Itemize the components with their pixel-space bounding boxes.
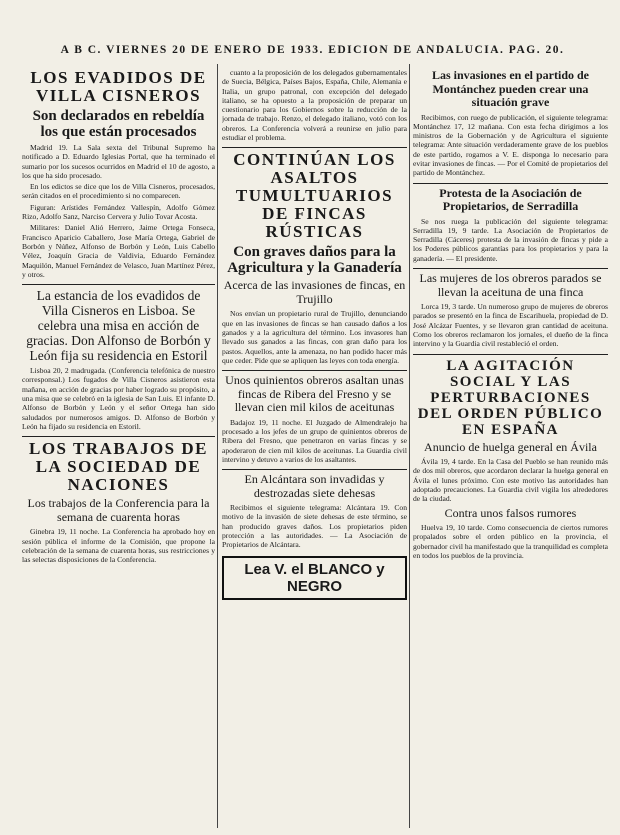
- headline-sociedad-naciones: LOS TRABAJOS DE LA SOCIEDAD DE NACIONES: [28, 439, 208, 495]
- column-rule: [409, 64, 410, 828]
- article-text: Figuran: Arístides Fernández Vallespín, Adolfo Gómez Rizo, Adolfo Sanz, Narciso Cervera y Julio Tovar Acosta.: [22, 202, 215, 222]
- divider: [413, 354, 608, 355]
- subhead-trujillo: Acerca de las invasiones de fincas, en Trujillo: [223, 278, 406, 306]
- article-text: Ávila 19, 4 tarde. En la Casa del Pueblo se han reunido más de dos mil obreros, que acordaron declarar la huelga general en Ávila el lunes próximo. Con este motivo las autoridades han adoptado precauciones. La Guardia civil vigila los alrededores de la ciudad.: [413, 457, 608, 504]
- column-rule: [217, 64, 218, 828]
- divider: [222, 370, 407, 371]
- article-text: Nos envían un propietario rural de Trujillo, denunciando que en las invasiones de fincas se han causado daños a los ganados y a la agricultura del término. Los invasores han llevado sus ganados a las fincas, con gran daño para los pastos. Aquellos, ante la amenaza, no han podido hacer más que ceder. Pide que se apliquen las leyes con toda energía.: [222, 309, 407, 365]
- headline-agitacion-social: LA AGITACIÓN SOCIAL Y LAS PERTURBACIONES DEL ORDEN PÚBLICO EN ESPAÑA: [417, 357, 604, 438]
- subhead-avila: Anuncio de huelga general en Ávila: [424, 439, 597, 454]
- headline-montanchez: Las invasiones en el partido de Montánchez pueden crear una situación grave: [431, 68, 590, 109]
- headline-ribera-fresno: Unos quinientos obreros asaltan unas fincas de Ribera del Fresno y se llevan cien mil kilos de aceitunas: [225, 373, 404, 415]
- headline-asaltos: CONTINÚAN LOS ASALTOS TUMULTUARIOS DE FINCAS RÚSTICAS: [233, 150, 396, 242]
- subhead-rebeldia: Son declarados en rebeldía los que están procesados: [32, 108, 205, 140]
- divider: [22, 436, 215, 437]
- divider: [222, 469, 407, 470]
- article-text: Recibimos, con ruego de publicación, el siguiente telegrama: Montánchez 17, 12 mañana. Con esta fecha dirigimos a los ministros de la Gobernación y de Agricultura el siguiente telegrama: Ante situación verdaderamente grave de los pueblos de este partido, rogamos a V. E. disponga lo necesario para evitar invasiones de fincas. — Por el Comité de propietarios del partido de Montánchez.: [413, 112, 608, 178]
- article-text: cuanto a la proposición de los delegados gubernamentales de Suecia, Bélgica, Países Bajos, España, Chile, Alemania e Italia, un grupo patronal, con excepción del delegado italiano, se ha opuesto a la proposición de preparar un cuestionario para los Gobiernos sobre la reducción de la jornada de trabajo. Renzo, el delegado italiano, votó con los obreros. La Conferencia volverá a reunirse en julio para estudiar el problema.: [222, 68, 407, 143]
- advertisement-blanco-negro: Lea V. el BLANCO y NEGRO: [222, 556, 407, 600]
- article-text: Se nos ruega la publicación del siguiente telegrama: Serradilla 19, 9 tarde. La Asociación de Propietarios de Serradilla (Cáceres) protesta de la invasión de fincas y pide a los Poderes públicos garantías para los propietarios y para la ganadería. — El presidente.: [413, 216, 608, 263]
- article-text: Militares: Daniel Alió Herrero, Jaime Ortega Fonseca, Francisco Aparicio Caballero, Jose María Ortega, Gabriel de Borbón y Núñez, Alfonso de Borbón y León, Luis Cabello Vélez, Joaquín Gracia de Valdivia, Eduardo Fernández Maquilón, Manuel Fernández de Velasco, Juan Martínez Pérez, y otros.: [22, 223, 215, 279]
- article-text: Recibimos el siguiente telegrama: Alcántara 19. Con motivo de la invasión de siete dehesas de este término, se han producido graves daños. Los propietarios piden protección a las autoridades. — La Asociación de Propietarios de Alcántara.: [222, 503, 407, 550]
- divider: [413, 268, 608, 269]
- column-3: [413, 66, 608, 831]
- column-2: [222, 66, 407, 831]
- subhead-danos: Con graves daños para la Agricultura y la Ganadería: [227, 244, 402, 277]
- article-text: Lisboa 20, 2 madrugada. (Conferencia telefónica de nuestro corresponsal.) Los fugados de Villa Cisneros asistieron esta mañana, en acción de gracias por haber logrado su propósito, a una misa que se celebró en la iglesia de San Luis. El infante D. Alfonso de Borbón y León y el señor Ortega han sido saludados por numerosos amigos. D. Alfonso de Borbón y León ha fijado su residencia en Estoril.: [22, 366, 215, 431]
- headline-lisboa: La estancia de los evadidos de Villa Cisneros en Lisboa. Se celebra una misa en acción de gracias. Don Alfonso de Borbón y León fija su residencia en Estoril: [26, 288, 211, 364]
- article-text: Huelva 19, 10 tarde. Como consecuencia de ciertos rumores propalados sobre el orden público en la provincia, el gobernador civil ha manifestado que la tranquilidad es completa en todos los pueblos de la provincia.: [413, 523, 608, 560]
- article-text: Lorca 19, 3 tarde. Un numeroso grupo de mujeres de obreros parados se presentó en la finca de Escarihuela, propiedad de D. José Alcázar Fuentes, y se llevaron gran cantidad de aceituna. Como los obreros reclamaron los jornales, el dueño de la finca intervino y la Guardia civil restableció el orden.: [413, 302, 608, 349]
- divider: [222, 147, 407, 148]
- headline-mujeres-obreros: Las mujeres de los obreros parados se llevan la aceituna de una finca: [419, 271, 602, 299]
- headline-serradilla: Protesta de la Asociación de Propietarios, de Serradilla: [439, 185, 582, 214]
- article-text: Badajoz 19, 11 noche. El Juzgado de Almendralejo ha procesado a los jefes de un grupo de quinientos obreros de Ribera del Fresno, que penetraron en varias fincas y se apoderaron de cien mil kilos de aceitunas. La Guardia civil intervino y detuvo a varios de los asaltantes.: [222, 417, 407, 464]
- headline-evadidos: LOS EVADIDOS DE VILLA CISNEROS: [30, 68, 207, 105]
- article-text: En los edictos se dice que los de Villa Cisneros, procesados, serán citados en el procedimiento si no comparecen.: [22, 182, 215, 201]
- column-1: [22, 66, 215, 826]
- subhead-falsos-rumores: Contra unos falsos rumores: [444, 505, 577, 520]
- article-text: Madrid 19. La Sala sexta del Tribunal Supremo ha notificado a D. Eduardo Iglesias Portal, que ha terminado el sumario por los sucesos ocurridos en Madrid el 10 de agosto, a los que ha sido procesado.: [22, 143, 215, 180]
- divider: [413, 183, 608, 184]
- subhead-conferencia: Los trabajos de la Conferencia para la semana de cuarenta horas: [27, 496, 210, 524]
- divider: [22, 284, 215, 285]
- headline-alcantara: En Alcántara son invadidas y destrozadas siete dehesas: [244, 472, 385, 500]
- article-text: Ginebra 19, 11 noche. La Conferencia ha aprobado hoy en sesión pública el informe de la Comisión, que propone la celebración de la semana de cuarenta horas, sus restricciones y las selectas disposiciones de la Conferencia.: [22, 527, 215, 565]
- masthead: A B C. VIERNES 20 DE ENERO DE 1933. EDICION DE ANDALUCIA. PAG. 20.: [60, 44, 565, 56]
